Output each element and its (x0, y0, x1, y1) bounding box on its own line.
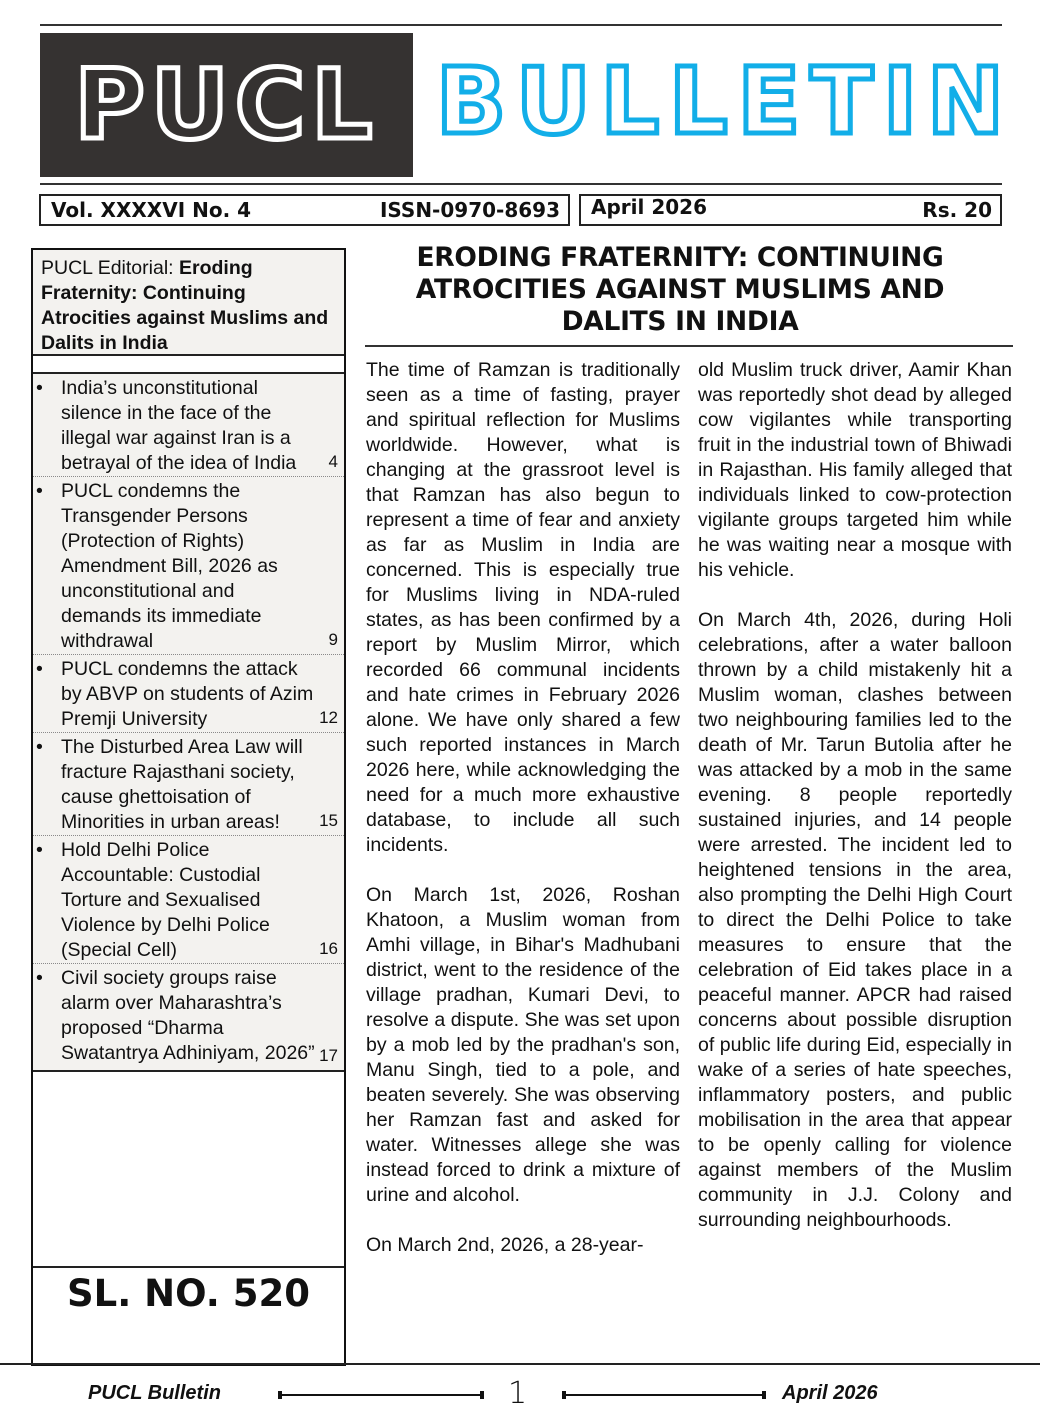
footer-line-left (278, 1394, 484, 1396)
bullet-icon: • (36, 736, 43, 758)
toc-item[interactable] (33, 655, 344, 733)
bulletin-logo-letter: U (515, 48, 591, 155)
toc-item[interactable] (33, 477, 344, 655)
bullet-icon: • (36, 658, 43, 680)
masthead-bottom-rule (40, 183, 1002, 185)
volume-number: Vol. XXXXVI No. 4 (51, 198, 252, 222)
toc-item-page: 17 (319, 1046, 338, 1065)
bullet-icon: • (36, 480, 43, 502)
article-paragraph: old Muslim truck driver, Aamir Khan was reportedly shot dead by alleged cow vigilantes while transporting fruit in the industrial town of Bhiwadi in Rajasthan. His family alleged that individuals linked to cow-protection vigilante groups targeted him while he was waiting near a mosque with his vehicle. (698, 359, 1012, 581)
toc-item-page: 15 (319, 811, 338, 830)
toc-item-title: Hold Delhi Police Accountable: Custodial Torture and Sexualised Violence by Delhi Police (Special Cell) (61, 839, 270, 961)
bulletin-logo-letter: B (436, 48, 507, 155)
toc-item-title: Civil society groups raise alarm over Maharashtra’s proposed “Dharma Swatantrya Adhiniyam, 2026” (61, 967, 315, 1064)
footer-rule (0, 1363, 1040, 1365)
article-column-1 (366, 358, 680, 1258)
headline-rule (365, 345, 1013, 347)
page-footer (0, 1378, 1040, 1414)
table-of-contents (33, 374, 344, 1072)
bulletin-logo-letter: N (926, 48, 1004, 155)
toc-item-title: PUCL condemns the Transgender Persons (Protection of Rights) Amendment Bill, 2026 as unconstitutional and demands its immediate withdrawal (61, 480, 278, 652)
toc-item-page: 12 (319, 708, 338, 727)
article-paragraph: The time of Ramzan is traditionally seen as a time of fasting, prayer and spiritual reflection for Muslims worldwide. However, what is changing at the grassroot level is that Ramzan has also begun to represent a time of fear and anxiety as far as Muslim in India are concerned. This is especially true for Muslims living in NDA-ruled states, as has been confirmed by a report by Muslim Mirror, which recorded 66 communal incidents and hate crimes in February 2026 alone. We have only shared a few such reported instances in March 2026 here, while acknowledging the need for a much more exhaustive database, to include all such incidents. (366, 359, 680, 856)
footer-date: April 2026 (782, 1382, 878, 1404)
bulletin-logo-letter: E (737, 48, 801, 155)
price: Rs. 20 (922, 198, 992, 222)
article-paragraph: On March 1st, 2026, Roshan Khatoon, a Muslim woman from Amhi village, in Bihar's Madhubani district, went to the residence of the village pradhan, Kumari Devi, to resolve a dispute. She was set upon by a mob led by the pradhan's son, Manu Singh, tied to a pole, and beaten severely. She was observing her Ramzan fast and asked for water. Witnesses allege she was instead forced to drink a mixture of urine and alcohol. (366, 884, 680, 1206)
bulletin-logo-letter: L (600, 48, 660, 155)
bulletin-logo-letter: L (669, 48, 728, 155)
toc-item-title: The Disturbed Area Law will fracture Rajasthani society, cause ghettoisation of Minorities in urban areas! (61, 736, 303, 833)
article-paragraph: On March 4th, 2026, during Holi celebrations, after a water balloon thrown by a child mistakenly hit a Muslim woman, clashes between two neighbouring families led to the death of Mr. Tarun Butolia after he was attacked by a mob in the same evening. 8 people reportedly sustained injuries, and 14 people were arrested. The incident led to heightened tensions in the area, also prompting the Delhi High Court to direct the Delhi Police to take measures to ensure that the celebration of Eid takes place in a peaceful manner. APCR had raised concerns about possible disruption of public life during Eid, especially in wake of a series of hate speeches, inflammatory posters, and public mobilisation in the area that appear to be openly calling for violence against members of the Muslim community in J.J. Colony and surrounding neighbourhoods. (698, 609, 1012, 1231)
issn: ISSN-0970-8693 (379, 198, 560, 222)
bulletin-logo (436, 42, 1004, 162)
bullet-icon: • (36, 839, 43, 861)
toc-item[interactable] (33, 836, 344, 964)
editorial-title: Eroding Fraternity: Continuing Atrocities against Muslims and Dalits in India (41, 257, 329, 354)
serial-number: SL. NO. 520 (67, 1272, 310, 1315)
issue-date: April 2026 (591, 195, 707, 219)
article-column-2 (698, 358, 1012, 1233)
footer-line-right (562, 1394, 766, 1396)
toc-item-page: 16 (319, 939, 338, 958)
sidebar-divider (33, 356, 344, 374)
top-rule (40, 24, 1002, 26)
article-paragraph: On March 2nd, 2026, a 28-year- (366, 1234, 644, 1256)
toc-item-page: 9 (328, 630, 338, 649)
pucl-logo (40, 33, 413, 177)
toc-item[interactable] (33, 964, 344, 1070)
toc-item-page: 4 (328, 452, 338, 471)
editorial-link[interactable] (33, 250, 344, 356)
toc-item-title: PUCL condemns the attack by ABVP on students of Azim Premji University (61, 658, 314, 730)
bullet-icon: • (36, 967, 43, 989)
toc-item[interactable] (33, 374, 344, 477)
footer-publication: PUCL Bulletin (88, 1382, 221, 1404)
pucl-logo-text: PUCL (74, 49, 379, 161)
bulletin-logo-letter: I (882, 48, 918, 155)
editorial-prefix: PUCL Editorial: (41, 257, 179, 279)
sidebar (31, 248, 346, 1366)
issue-info-right (579, 194, 1002, 226)
toc-item-title: India’s unconstitutional silence in the face of the illegal war against Iran is a betrayal of the idea of India (61, 377, 297, 474)
toc-item[interactable] (33, 733, 344, 836)
bulletin-logo-letter: T (810, 48, 874, 155)
sidebar-blank-box (33, 1072, 344, 1268)
page-number: 1 (508, 1376, 528, 1411)
article-headline: ERODING FRATERNITY: CONTINUING ATROCITIES AGAINST MUSLIMS AND DALITS IN INDIA (415, 242, 945, 337)
issue-info-left (39, 194, 570, 226)
bullet-icon: • (36, 377, 43, 399)
